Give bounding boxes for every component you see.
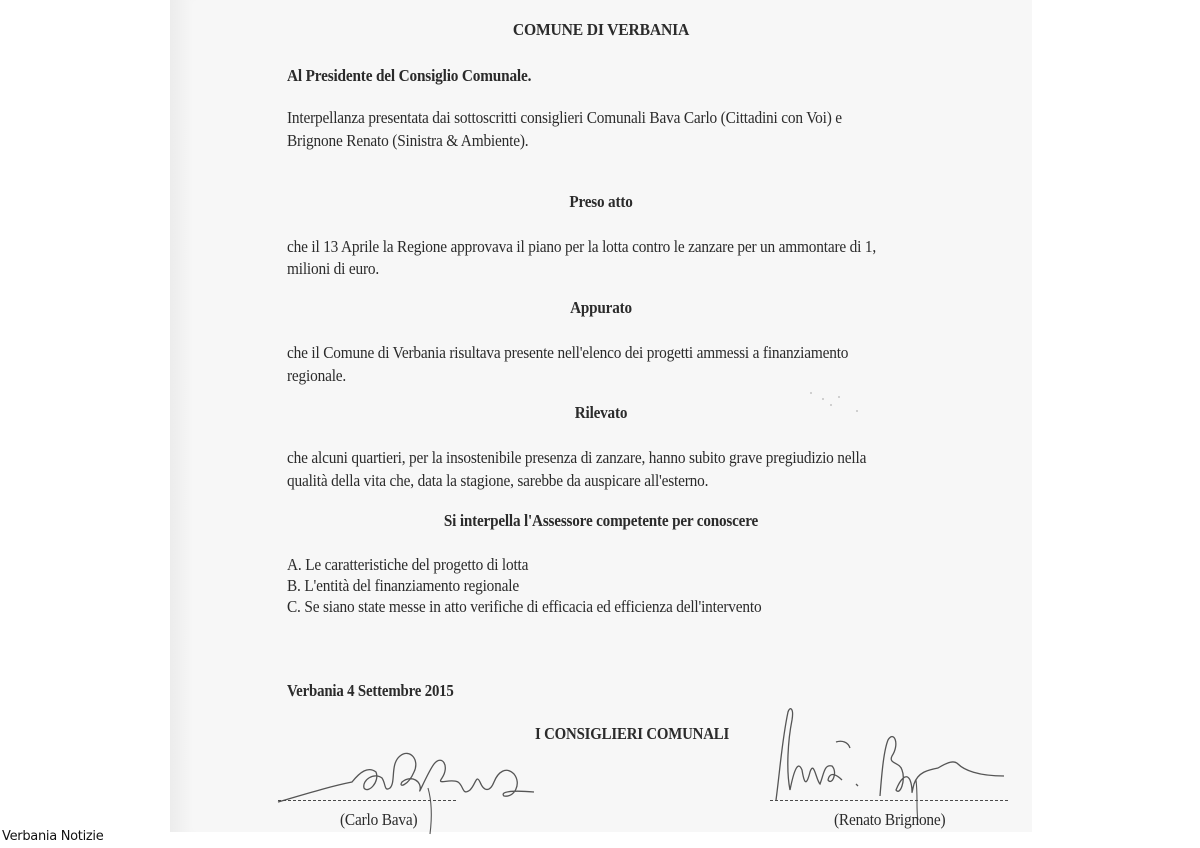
- addressee-line: Al Presidente del Consiglio Comunale.: [287, 66, 532, 85]
- section-heading-appurato: Appurato: [570, 298, 632, 317]
- scan-speck: [838, 396, 840, 398]
- section-text-preso-atto-1: che il 13 Aprile la Regione approvava il piano per la lotta contro le zanzare per un ammontare di 1,: [287, 237, 877, 256]
- source-caption: Verbania Notizie: [2, 829, 104, 844]
- date-place: Verbania 4 Settembre 2015: [287, 681, 454, 700]
- request-item-b: B. L'entità del finanziamento regionale: [287, 576, 519, 595]
- section-heading-rilevato: Rilevato: [574, 403, 628, 422]
- section-text-appurato-2: regionale.: [287, 366, 347, 385]
- section-text-preso-atto-2: milioni di euro.: [287, 259, 380, 278]
- signatories-title: I CONSIGLIERI COMUNALI: [535, 724, 730, 743]
- intro-line-1: Interpellanza presentata dai sottoscritti consiglieri Comunali Bava Carlo (Cittadini con Voi) e: [287, 108, 842, 127]
- signature-line-left: [278, 800, 456, 801]
- scan-speck: [810, 392, 812, 394]
- scanned-document-page: [170, 0, 1032, 832]
- signatory-name-carlo-bava: (Carlo Bava): [340, 810, 418, 829]
- request-item-a: A. Le caratteristiche del progetto di lotta: [287, 555, 529, 574]
- section-heading-preso-atto: Preso atto: [569, 192, 633, 211]
- request-heading: Si interpella l'Assessore competente per conoscere: [443, 511, 759, 530]
- scan-speck: [856, 410, 858, 412]
- signature-line-right: [770, 800, 1008, 801]
- page-edge-shadow: [170, 0, 190, 832]
- section-text-appurato-1: che il Comune di Verbania risultava presente nell'elenco dei progetti ammessi a finanziamento: [287, 343, 849, 362]
- signatory-name-renato-brignone: (Renato Brignone): [834, 810, 946, 829]
- signature-renato-brignone: [768, 700, 1008, 820]
- document-header: COMUNE DI VERBANIA: [512, 20, 690, 39]
- scan-speck: [822, 398, 824, 400]
- section-text-rilevato-2: qualità della vita che, data la stagione, sarebbe da auspicare all'esterno.: [287, 471, 709, 490]
- scan-speck: [830, 404, 832, 406]
- intro-line-2: Brignone Renato (Sinistra & Ambiente).: [287, 131, 529, 150]
- section-text-rilevato-1: che alcuni quartieri, per la insostenibile presenza di zanzare, hanno subito grave pregiudizio nella: [287, 448, 867, 467]
- request-item-c: C. Se siano state messe in atto verifiche di efficacia ed efficienza dell'intervento: [287, 597, 762, 616]
- signature-carlo-bava: [272, 742, 572, 832]
